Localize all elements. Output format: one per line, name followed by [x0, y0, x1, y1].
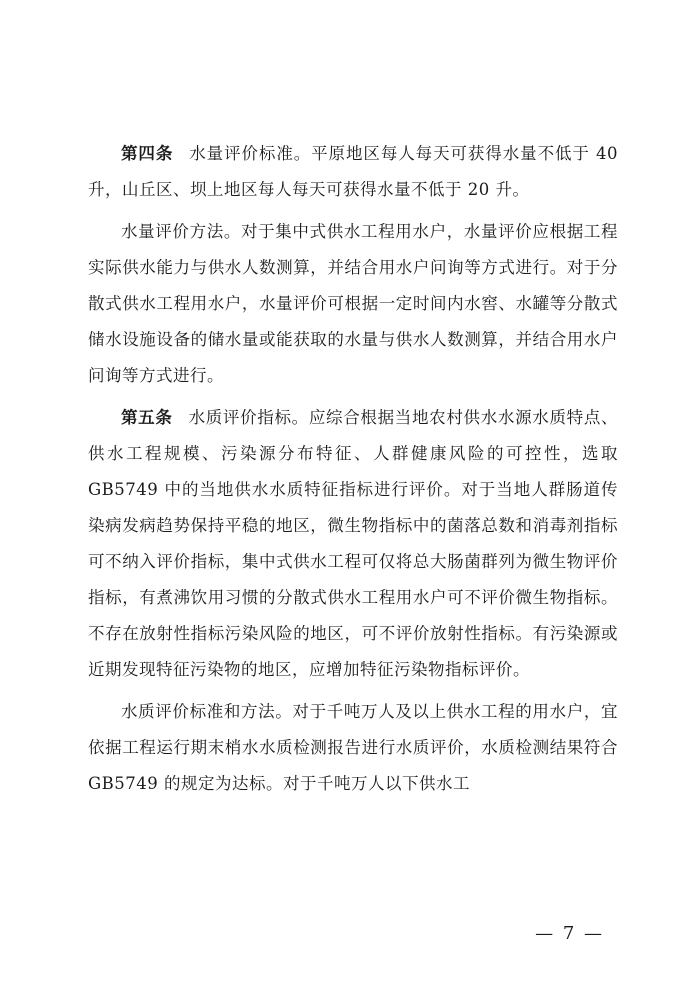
paragraph-text: 水量评价标准。平原地区每人每天可获得水量不低于 40 升，山丘区、坝上地区每人每天可获得水量不低于 20 升。: [88, 144, 618, 199]
document-body: [88, 136, 618, 802]
paragraph-water-quantity-method: [88, 214, 618, 394]
article-heading: 第四条: [121, 144, 174, 163]
article-heading: 第五条: [121, 408, 173, 427]
paragraph-text: 水质评价指标。应综合根据当地农村供水水源水质特点、供水工程规模、污染源分布特征、人群健康风险的可控性，选取 GB5749 中的当地供水水质特征指标进行评价。对于当地人群肠道传染病发病趋势保持平稳的地区，微生物指标中的菌落总数和消毒剂指标可不纳入评价指标，集中式供水工程可仅将总大肠菌群列为微生物评价指标，有煮沸饮用习惯的分散式供水工程用水户可不评价微生物指标。不存在放射性指标污染风险的地区，可不评价放射性指标。有污染源或近期发现特征污染物的地区，应增加特征污染物指标评价。: [88, 408, 619, 679]
paragraph-article-5: [88, 400, 618, 688]
paragraph-article-4: [88, 136, 618, 208]
paragraph-text: 水量评价方法。对于集中式供水工程用水户，水量评价应根据工程实际供水能力与供水人数测算，并结合用水户问询等方式进行。对于分散式供水工程用水户，水量评价可根据一定时间内水窖、水罐等分散式储水设施设备的储水量或能获取的水量与供水人数测算，并结合用水户问询等方式进行。: [88, 222, 618, 385]
paragraph-water-quality-method: [88, 694, 618, 802]
page-number: — 7 —: [535, 923, 604, 944]
paragraph-text: 水质评价标准和方法。对于千吨万人及以上供水工程的用水户，宜依据工程运行期末梢水水质检测报告进行水质评价，水质检测结果符合 GB5749 的规定为达标。对于千吨万人以下供水工: [88, 702, 618, 793]
